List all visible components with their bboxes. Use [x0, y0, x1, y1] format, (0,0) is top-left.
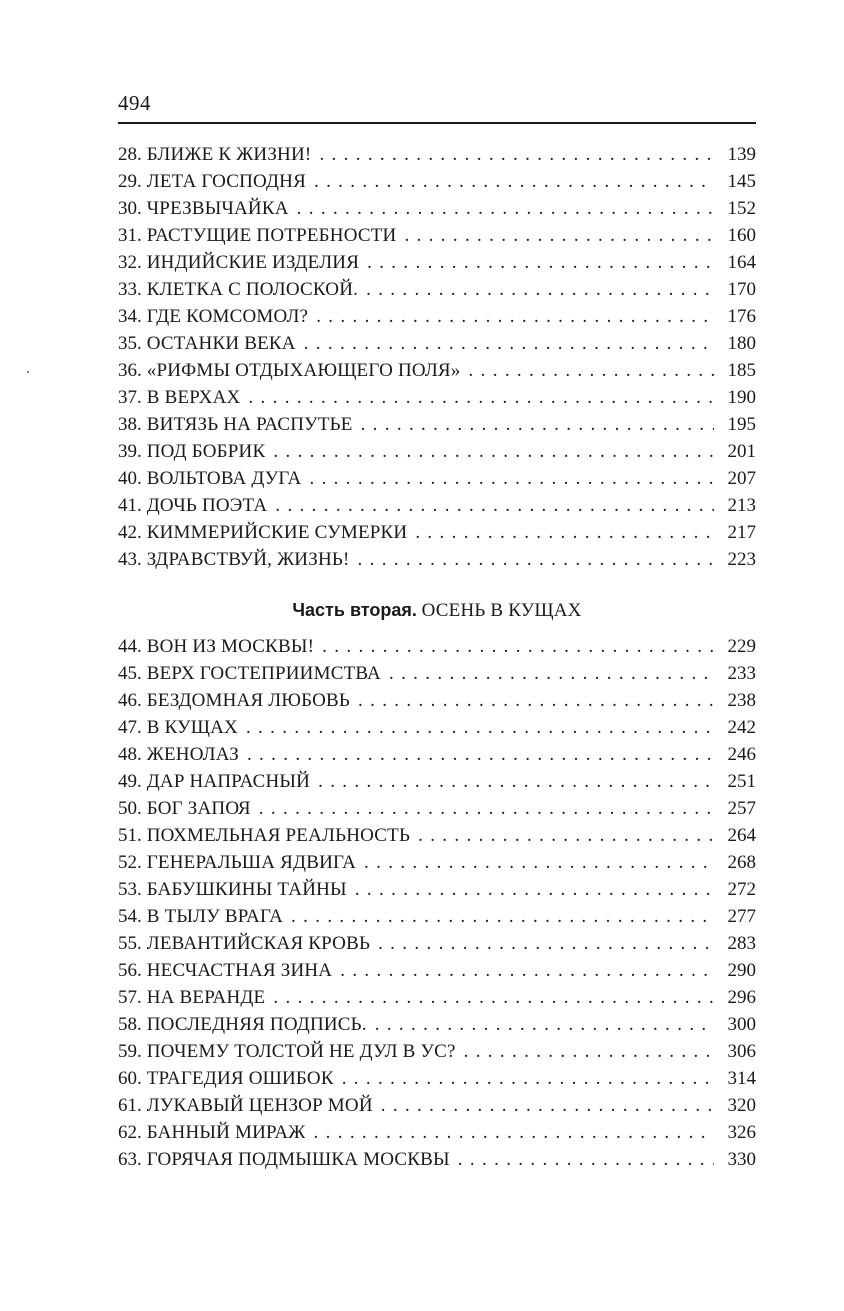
toc-entry — [118, 465, 756, 492]
toc-dot-leader — [247, 741, 714, 768]
toc-entry-title: ВИТЯЗЬ НА РАСПУТЬЕ — [146, 414, 353, 435]
toc-entry-number: 30. — [118, 198, 142, 219]
toc-dot-leader — [366, 276, 714, 303]
toc-entry-page: 306 — [727, 1041, 756, 1062]
toc-entry-page: 264 — [727, 825, 756, 846]
toc-entry-title: ЖЕНОЛАЗ — [146, 744, 239, 765]
toc-entry — [118, 930, 756, 957]
toc-entry-page: 207 — [727, 468, 756, 489]
toc-entry — [118, 1011, 756, 1038]
toc-entry-number: 37. — [118, 387, 142, 408]
part-two-title: ОСЕНЬ В КУЩАХ — [421, 600, 582, 621]
toc-entry-title: ГДЕ КОМСОМОЛ? — [146, 306, 309, 327]
toc-entry-page: 246 — [727, 744, 756, 765]
toc-entry-title: ЧРЕЗВЫЧАЙКА — [146, 198, 289, 219]
toc-entry-page: 160 — [727, 225, 756, 246]
toc-entry-number: 50. — [118, 798, 142, 819]
toc-entry-number: 48. — [118, 744, 142, 765]
toc-entry — [118, 903, 756, 930]
toc-entry-number: 58. — [118, 1014, 142, 1035]
toc-dot-leader — [273, 438, 714, 465]
toc-entry-page: 145 — [727, 171, 756, 192]
toc-entry-number: 47. — [118, 717, 142, 738]
toc-entry — [118, 1119, 756, 1146]
toc-entry-title: ЛЕВАНТИЙСКАЯ КРОВЬ — [146, 933, 371, 954]
toc-entry-number: 40. — [118, 468, 142, 489]
toc-entry-title: В КУЩАХ — [146, 717, 238, 738]
toc-entry — [118, 303, 756, 330]
toc-entry-page: 330 — [727, 1149, 756, 1170]
toc-entry-page: 296 — [727, 987, 756, 1008]
toc-entry — [118, 276, 756, 303]
toc-entry-title: В ТЫЛУ ВРАГА — [146, 906, 284, 927]
toc-entry-page: 272 — [727, 879, 756, 900]
toc-entry-page: 152 — [727, 198, 756, 219]
toc-entry-number: 31. — [118, 225, 142, 246]
toc-dot-leader — [340, 957, 714, 984]
toc-entry-number: 56. — [118, 960, 142, 981]
toc-entry-title: ВОЛЬТОВА ДУГА — [146, 468, 302, 489]
header-rule — [118, 122, 756, 124]
scan-speck — [27, 371, 29, 373]
toc-dot-leader — [259, 795, 714, 822]
toc-entry-title: РАСТУЩИЕ ПОТРЕБНОСТИ — [146, 225, 397, 246]
toc-entry-page: 300 — [727, 1014, 756, 1035]
toc-entry-number: 42. — [118, 522, 142, 543]
toc-entry — [118, 1146, 756, 1173]
toc-entry — [118, 660, 756, 687]
toc-entry-title: ОСТАНКИ ВЕКА — [146, 333, 296, 354]
toc-entry — [118, 957, 756, 984]
toc-entry — [118, 714, 756, 741]
toc-entry-title: КЛЕТКА С ПОЛОСКОЙ. — [146, 279, 359, 300]
toc-entry-page: 277 — [727, 906, 756, 927]
toc-entry-title: ТРАГЕДИЯ ОШИБОК — [146, 1068, 334, 1089]
toc-entry-title: НЕСЧАСТНАЯ ЗИНА — [146, 960, 333, 981]
toc-dot-leader — [314, 168, 714, 195]
toc-entry — [118, 195, 756, 222]
toc-dot-leader — [291, 903, 714, 930]
toc-entry-number: 41. — [118, 495, 142, 516]
toc-entry-page: 238 — [727, 690, 756, 711]
part-two-label: Часть вторая. — [292, 600, 417, 620]
toc-entry-page: 223 — [727, 549, 756, 570]
toc-entry-title: ГЕНЕРАЛЬША ЯДВИГА — [146, 852, 357, 873]
toc-dot-leader — [309, 465, 714, 492]
toc-entry-number: 60. — [118, 1068, 142, 1089]
toc-entry-number: 35. — [118, 333, 142, 354]
toc-dot-leader — [469, 357, 714, 384]
toc-dot-leader — [364, 849, 714, 876]
toc-entry-title: НА ВЕРАНДЕ — [146, 987, 266, 1008]
toc-dot-leader — [358, 687, 714, 714]
toc-entry-page: 190 — [727, 387, 756, 408]
toc-entry-number: 46. — [118, 690, 142, 711]
toc-entry-number: 38. — [118, 414, 142, 435]
toc-entry-number: 39. — [118, 441, 142, 462]
toc-dot-leader — [319, 141, 714, 168]
toc-dot-leader — [314, 1119, 714, 1146]
toc-entry-number: 36. — [118, 360, 142, 381]
toc-dot-leader — [322, 633, 714, 660]
toc-entry-title: БАБУШКИНЫ ТАЙНЫ — [146, 879, 347, 900]
toc-dot-leader — [404, 222, 714, 249]
toc-entry — [118, 519, 756, 546]
toc-dot-leader — [318, 768, 714, 795]
toc-entry-number: 57. — [118, 987, 142, 1008]
toc-entry-title: КИММЕРИЙСКИЕ СУМЕРКИ — [146, 522, 408, 543]
toc-entry-title: ЛЕТА ГОСПОДНЯ — [146, 171, 306, 192]
toc-entry-number: 33. — [118, 279, 142, 300]
toc-entry-number: 51. — [118, 825, 142, 846]
toc-entry-page: 195 — [727, 414, 756, 435]
toc-entry-page: 283 — [727, 933, 756, 954]
toc-entry-title: ИНДИЙСКИЕ ИЗДЕЛИЯ — [146, 252, 360, 273]
toc-entry — [118, 1092, 756, 1119]
toc-entry — [118, 795, 756, 822]
toc-dot-leader — [297, 195, 714, 222]
page-number: 494 — [118, 91, 151, 115]
toc-entry-page: 320 — [727, 1095, 756, 1116]
toc-part-one — [118, 141, 756, 573]
toc-entry-number: 44. — [118, 636, 142, 657]
toc-entry — [118, 822, 756, 849]
toc-dot-leader — [273, 984, 714, 1011]
toc-entry-number: 54. — [118, 906, 142, 927]
toc-entry-page: 251 — [727, 771, 756, 792]
toc-entry — [118, 249, 756, 276]
toc-entry-number: 61. — [118, 1095, 142, 1116]
toc-dot-leader — [378, 930, 714, 957]
toc-entry-page: 185 — [727, 360, 756, 381]
toc-entry — [118, 492, 756, 519]
toc-entry — [118, 357, 756, 384]
toc-entry — [118, 438, 756, 465]
toc-part-two — [118, 633, 756, 1173]
toc-entry-page: 314 — [727, 1068, 756, 1089]
toc-entry-number: 63. — [118, 1149, 142, 1170]
toc-entry-title: БАННЫЙ МИРАЖ — [146, 1122, 306, 1143]
toc-dot-leader — [381, 1092, 714, 1119]
book-page — [118, 88, 756, 1173]
toc-entry-page: 242 — [727, 717, 756, 738]
toc-entry — [118, 633, 756, 660]
toc-entry-title: ЗДРАВСТВУЙ, ЖИЗНЬ! — [146, 549, 350, 570]
toc-entry — [118, 849, 756, 876]
toc-dot-leader — [375, 1011, 714, 1038]
toc-dot-leader — [248, 384, 714, 411]
toc-entry-page: 326 — [727, 1122, 756, 1143]
toc-entry-title: ПОХМЕЛЬНАЯ РЕАЛЬНОСТЬ — [146, 825, 411, 846]
toc-entry-page: 213 — [727, 495, 756, 516]
toc-dot-leader — [246, 714, 714, 741]
toc-entry-number: 49. — [118, 771, 142, 792]
toc-dot-leader — [458, 1146, 714, 1173]
toc-entry-title: «РИФМЫ ОТДЫХАЮЩЕГО ПОЛЯ» — [146, 360, 461, 381]
toc-entry-page: 180 — [727, 333, 756, 354]
toc-entry — [118, 222, 756, 249]
part-two-heading — [118, 597, 756, 624]
toc-entry — [118, 168, 756, 195]
toc-dot-leader — [415, 519, 714, 546]
toc-entry-page: 170 — [727, 279, 756, 300]
toc-entry-number: 43. — [118, 549, 142, 570]
toc-entry-title: ВОН ИЗ МОСКВЫ! — [146, 636, 315, 657]
toc-dot-leader — [355, 876, 714, 903]
toc-entry — [118, 141, 756, 168]
toc-dot-leader — [342, 1065, 714, 1092]
toc-entry-page: 201 — [727, 441, 756, 462]
toc-entry-page: 290 — [727, 960, 756, 981]
toc-dot-leader — [367, 249, 714, 276]
toc-entry-title: ВЕРХ ГОСТЕПРИИМСТВА — [146, 663, 381, 684]
toc-dot-leader — [389, 660, 714, 687]
toc-entry — [118, 768, 756, 795]
toc-entry — [118, 546, 756, 573]
toc-entry — [118, 741, 756, 768]
toc-entry-page: 164 — [727, 252, 756, 273]
toc-entry-number: 55. — [118, 933, 142, 954]
toc-entry-title: ДАР НАПРАСНЫЙ — [146, 771, 311, 792]
toc-entry-number: 28. — [118, 144, 142, 165]
toc-entry-title: ДОЧЬ ПОЭТА — [146, 495, 268, 516]
toc-dot-leader — [304, 330, 714, 357]
toc-entry-title: ПОЧЕМУ ТОЛСТОЙ НЕ ДУЛ В УС? — [146, 1041, 456, 1062]
toc-entry-title: В ВЕРХАХ — [146, 387, 241, 408]
toc-entry-page: 233 — [727, 663, 756, 684]
toc-dot-leader — [361, 411, 714, 438]
toc-dot-leader — [464, 1038, 714, 1065]
toc-entry — [118, 687, 756, 714]
toc-entry-number: 32. — [118, 252, 142, 273]
toc-entry — [118, 411, 756, 438]
toc-entry-title: БЕЗДОМНАЯ ЛЮБОВЬ — [146, 690, 350, 711]
toc-dot-leader — [418, 822, 714, 849]
toc-entry-title: ПОСЛЕДНЯЯ ПОДПИСЬ. — [146, 1014, 367, 1035]
toc-entry — [118, 1038, 756, 1065]
toc-dot-leader — [316, 303, 714, 330]
toc-dot-leader — [275, 492, 714, 519]
toc-entry — [118, 1065, 756, 1092]
toc-entry-title: ГОРЯЧАЯ ПОДМЫШКА МОСКВЫ — [146, 1149, 450, 1170]
toc-entry-number: 53. — [118, 879, 142, 900]
toc-entry-page: 176 — [727, 306, 756, 327]
toc-entry-page: 268 — [727, 852, 756, 873]
toc-entry — [118, 876, 756, 903]
toc-entry-number: 62. — [118, 1122, 142, 1143]
toc-entry — [118, 384, 756, 411]
toc-entry-page: 217 — [727, 522, 756, 543]
toc-dot-leader — [358, 546, 714, 573]
toc-entry-title: БЛИЖЕ К ЖИЗНИ! — [146, 144, 312, 165]
toc-entry-title: ПОД БОБРИК — [146, 441, 266, 462]
toc-entry-number: 45. — [118, 663, 142, 684]
toc-entry-page: 229 — [727, 636, 756, 657]
toc-entry-number: 29. — [118, 171, 142, 192]
toc-entry-page: 257 — [727, 798, 756, 819]
toc-entry-number: 34. — [118, 306, 142, 327]
toc-entry-title: БОГ ЗАПОЯ — [146, 798, 251, 819]
toc-entry — [118, 984, 756, 1011]
toc-entry — [118, 330, 756, 357]
toc-entry-number: 59. — [118, 1041, 142, 1062]
toc-entry-number: 52. — [118, 852, 142, 873]
toc-entry-title: ЛУКАВЫЙ ЦЕНЗОР МОЙ — [146, 1095, 373, 1116]
toc-entry-page: 139 — [727, 144, 756, 165]
